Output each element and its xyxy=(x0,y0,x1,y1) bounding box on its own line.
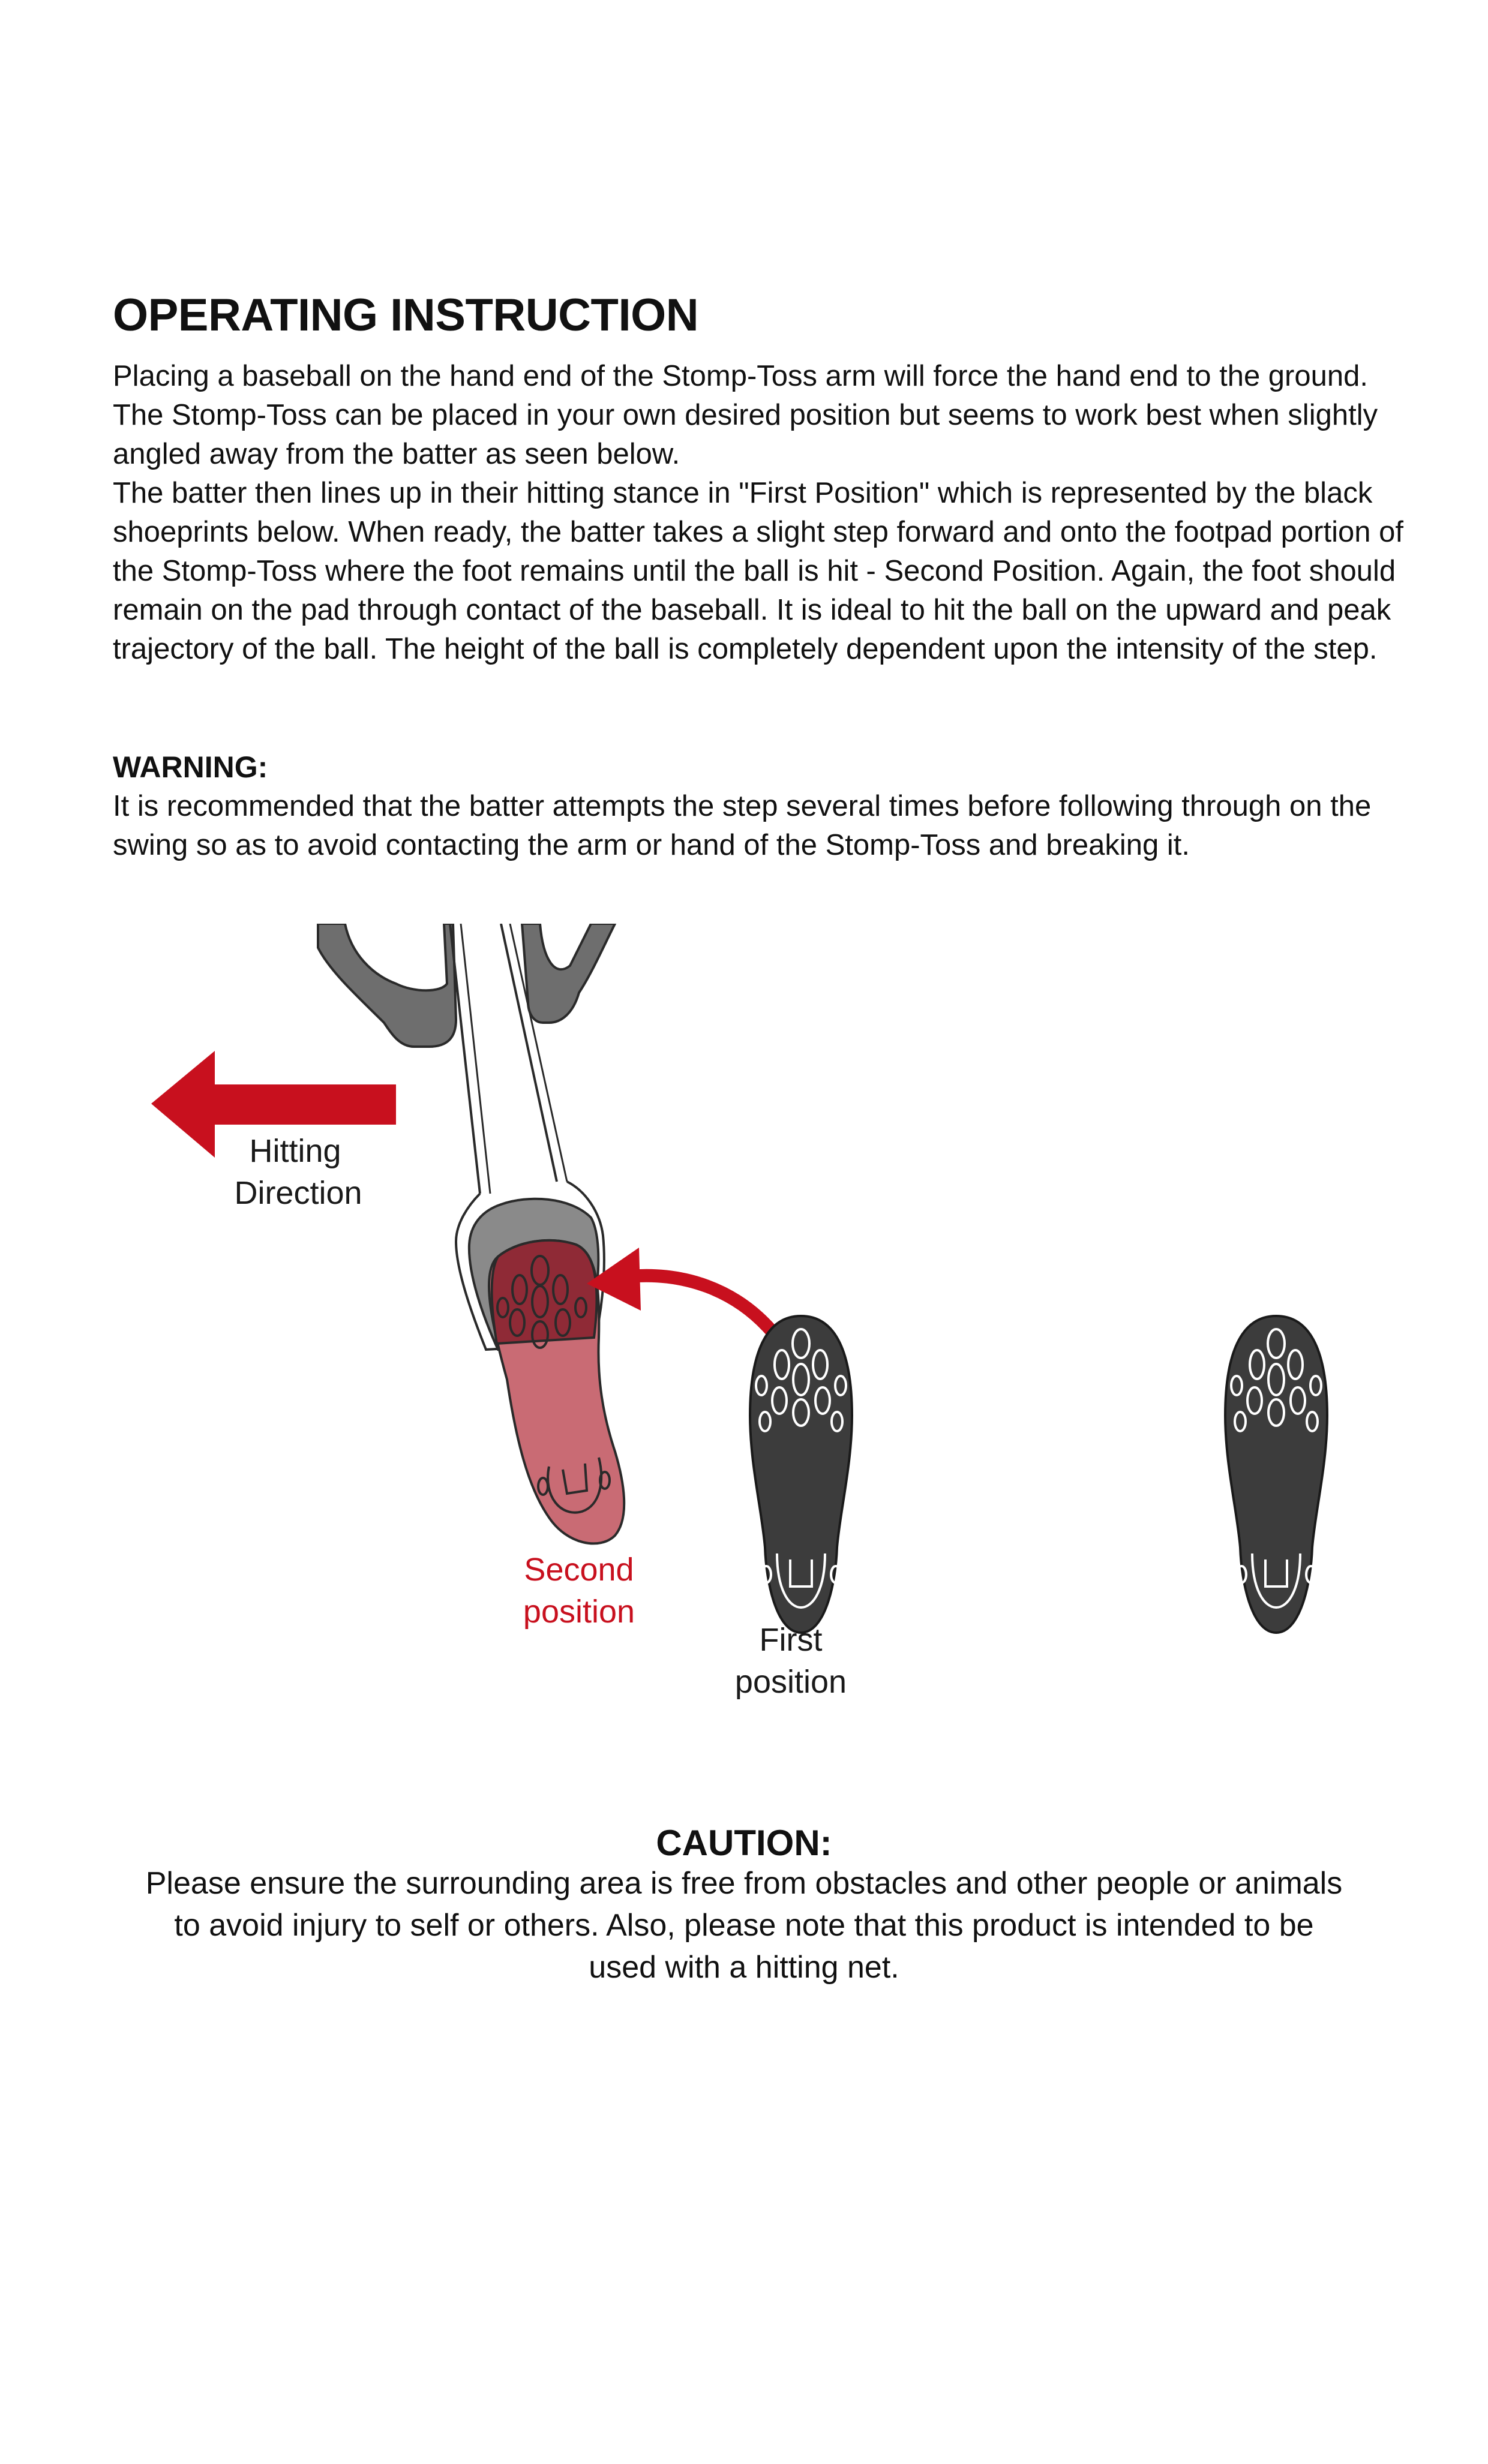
caution-text: Please ensure the surrounding area is free from obstacles and other people or animals to avoid injury to self or others. Also, please note that this product is intended to be used with a hitting net. xyxy=(145,1866,1343,1985)
first-position-shoeprint-icon xyxy=(750,1316,852,1633)
hitting-direction-label-line2: Direction xyxy=(234,1175,362,1211)
second-position-label-line2: position xyxy=(523,1594,635,1630)
hitting-direction-label-line1: Hitting xyxy=(249,1133,341,1169)
instruction-paragraph-2: The batter then lines up in their hitting stance in "First Position" which is represented by the black shoeprints below. When ready, the batter takes a slight step forward and onto the footpad portion of the Stomp-Toss where the foot remains until the ball is hit - Second Position. Again, the foot should remain on the pad through contact of the baseball. It is ideal to hit the ball on the upward and peak trajectory of the ball. The height of the ball is completely dependent upon the intensity of the step. xyxy=(113,477,1403,665)
step-arrow-icon xyxy=(587,1248,771,1330)
instruction-paragraph-1: Placing a baseball on the hand end of the Stomp-Toss arm will force the hand end to the ground. The Stomp-Toss can be placed in your own desired position but seems to work best when slightly angled away from the batter as seen below. xyxy=(113,360,1378,470)
first-position-shoeprint-icon xyxy=(1225,1316,1327,1633)
operating-instruction-heading: OPERATING INSTRUCTION xyxy=(113,290,699,341)
warning-heading: WARNING: xyxy=(113,750,268,784)
first-position-label-line2: position xyxy=(734,1664,847,1700)
second-position-label-line1: Second xyxy=(524,1552,634,1588)
stomp-toss-diagram xyxy=(0,900,1488,1751)
warning-text: It is recommended that the batter attempts the step several times before following through on the swing so as to avoid contacting the arm or hand of the Stomp-Toss and breaking it. xyxy=(113,790,1372,861)
caution-heading: CAUTION: xyxy=(656,1823,832,1863)
first-position-label-line1: First xyxy=(759,1622,823,1658)
